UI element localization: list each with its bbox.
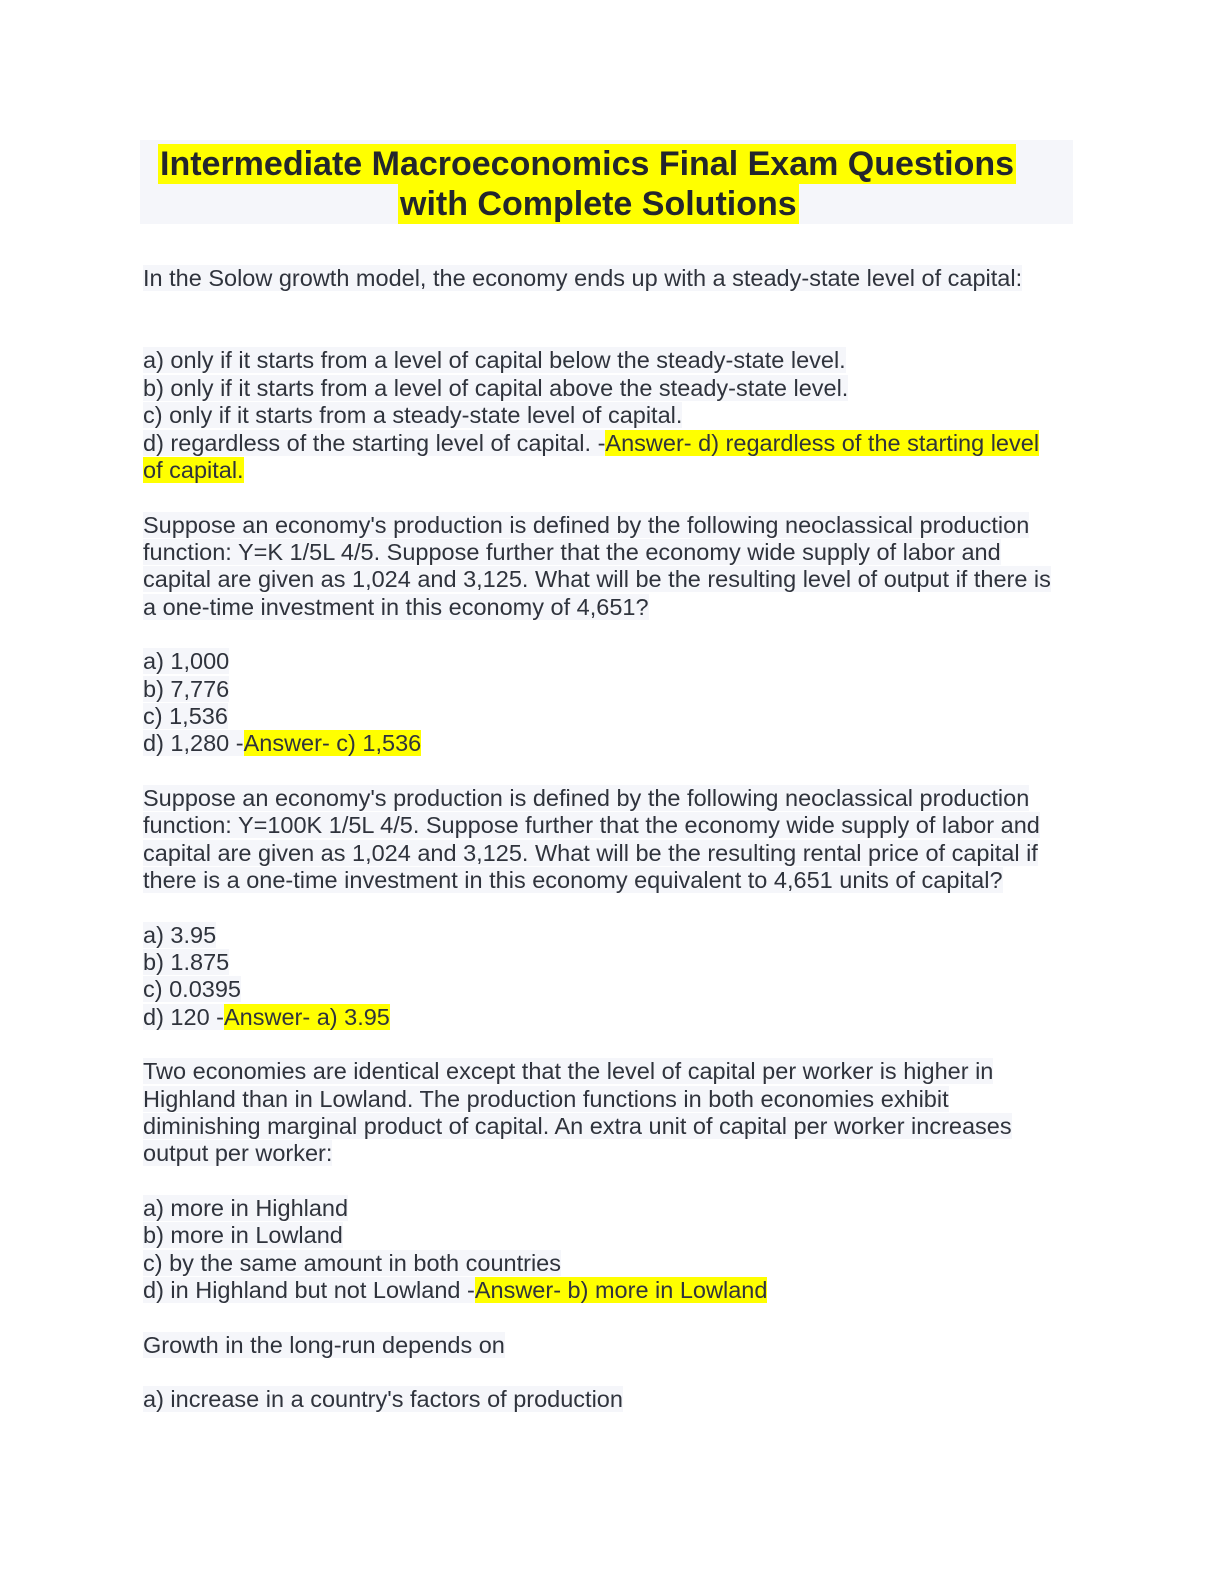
q3-answer-highlight: Answer- a) 3.95 [224, 1004, 390, 1030]
question-2-line-4: a one-time investment in this economy of 4,651? [143, 594, 649, 620]
q4-option-b: b) more in Lowland [143, 1222, 343, 1248]
q3-option-d: d) 120 -Answer- a) 3.95 [143, 1004, 390, 1030]
question-5-text: Growth in the long-run depends on [143, 1332, 505, 1358]
title-line-2: with Complete Solutions [400, 185, 797, 223]
question-4-line-3: diminishing marginal product of capital. An extra unit of capital per worker increases [143, 1113, 1012, 1139]
q1-answer-continued: of capital. [143, 457, 244, 483]
q1-option-d: d) regardless of the starting level of capital. -Answer- d) regardless of the starting level [143, 430, 1040, 456]
question-4-line-4: output per worker: [143, 1140, 333, 1166]
question-2-line-3: capital are given as 1,024 and 3,125. What will be the resulting level of output if there is [143, 566, 1051, 592]
question-1-text: In the Solow growth model, the economy ends up with a steady-state level of capital: [143, 265, 1023, 291]
title-block [140, 140, 1073, 224]
q2-option-b: b) 7,776 [143, 676, 230, 702]
q3-option-a: a) 3.95 [143, 922, 217, 948]
question-3-line-3: capital are given as 1,024 and 3,125. What will be the resulting rental price of capital if [143, 840, 1038, 866]
q2-answer-highlight: Answer- c) 1,536 [243, 730, 422, 756]
q2-option-c: c) 1,536 [143, 703, 228, 729]
question-4-line-2: Highland than in Lowland. The production functions in both economies exhibit [143, 1086, 949, 1112]
q2-option-a: a) 1,000 [143, 648, 230, 674]
question-2-line-2: function: Y=K 1/5L 4/5. Suppose further that the economy wide supply of labor and [143, 539, 1001, 565]
q1-option-a: a) only if it starts from a level of capital below the steady-state level. [143, 347, 846, 373]
q5-option-a: a) increase in a country's factors of production [143, 1386, 623, 1412]
title-line-1: Intermediate Macroeconomics Final Exam Questions [160, 145, 1015, 183]
question-3-line-4: there is a one-time investment in this economy equivalent to 4,651 units of capital? [143, 867, 1003, 893]
question-2-line-1: Suppose an economy's production is defined by the following neoclassical production [143, 512, 1030, 538]
q4-option-a: a) more in Highland [143, 1195, 349, 1221]
q1-option-b: b) only if it starts from a level of capital above the steady-state level. [143, 375, 849, 401]
q1-answer-highlight: Answer- d) regardless of the starting level [605, 430, 1040, 456]
q3-option-c: c) 0.0395 [143, 976, 241, 1002]
question-4-line-1: Two economies are identical except that the level of capital per worker is higher in [143, 1058, 994, 1084]
q1-option-c: c) only if it starts from a steady-state level of capital. [143, 402, 683, 428]
q4-option-d: d) in Highland but not Lowland -Answer- b) more in Lowland [143, 1277, 768, 1303]
q3-option-b: b) 1.875 [143, 949, 230, 975]
question-3-line-2: function: Y=100K 1/5L 4/5. Suppose further that the economy wide supply of labor and [143, 812, 1040, 838]
q4-option-c: c) by the same amount in both countries [143, 1250, 561, 1276]
question-3-line-1: Suppose an economy's production is defined by the following neoclassical production [143, 785, 1030, 811]
q2-option-d: d) 1,280 -Answer- c) 1,536 [143, 730, 422, 756]
q4-answer-highlight: Answer- b) more in Lowland [474, 1277, 768, 1303]
